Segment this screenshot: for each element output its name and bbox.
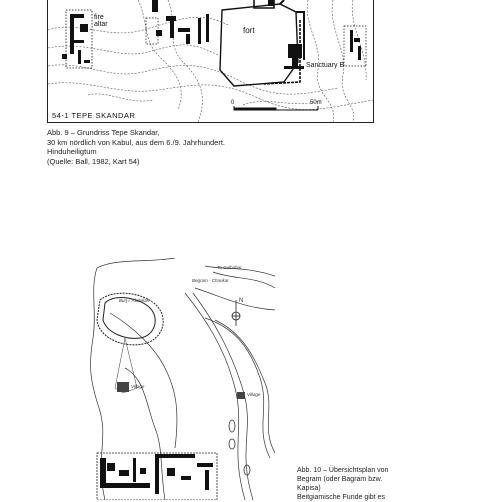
road-label: Begram - Charikar (192, 278, 229, 283)
caption-line: 30 km nördlich von Kabul, aus dem 6./9. Jahrhundert. (47, 137, 226, 147)
scale-end-label: 50m (310, 100, 322, 106)
caption-line: Hinduheiligtum (47, 147, 97, 156)
scale-start-label: 0 (231, 100, 235, 106)
caption-line: Abb. 10 – Übersichtsplan von (297, 467, 389, 474)
figure10-caption (297, 466, 407, 502)
plan-title: 54-1 TEPE SKANDAR (52, 111, 136, 120)
caption-line: Beitgiamische Funde gibt es (297, 494, 385, 501)
caption-line: Begram (oder Bagram bzw. (297, 476, 383, 483)
north-label: N (239, 298, 244, 304)
figure9-caption (47, 128, 225, 166)
caption-line: Kapisa) (297, 485, 321, 492)
village-left-label: Village (131, 384, 145, 389)
burj-label: Burj-i 'Abdullah (119, 298, 150, 303)
caption-line: Abb. 9 – Grundriss Tepe Skandar, (47, 128, 160, 137)
village-right-label: Village (247, 392, 261, 397)
caption-line: (Quelle: Ball, 1982, Kart 54) (47, 156, 140, 166)
sanctuary-b-label: Sanctuary B (306, 62, 345, 69)
to-gulbahar-label: To Gulbahar (217, 265, 242, 270)
begram-map (85, 258, 275, 500)
fort-label: fort (243, 26, 255, 35)
tepe-skandar-plan (47, 0, 374, 123)
begram-map-drawing (85, 258, 275, 500)
fire-altar-label: fire altar (94, 14, 108, 28)
